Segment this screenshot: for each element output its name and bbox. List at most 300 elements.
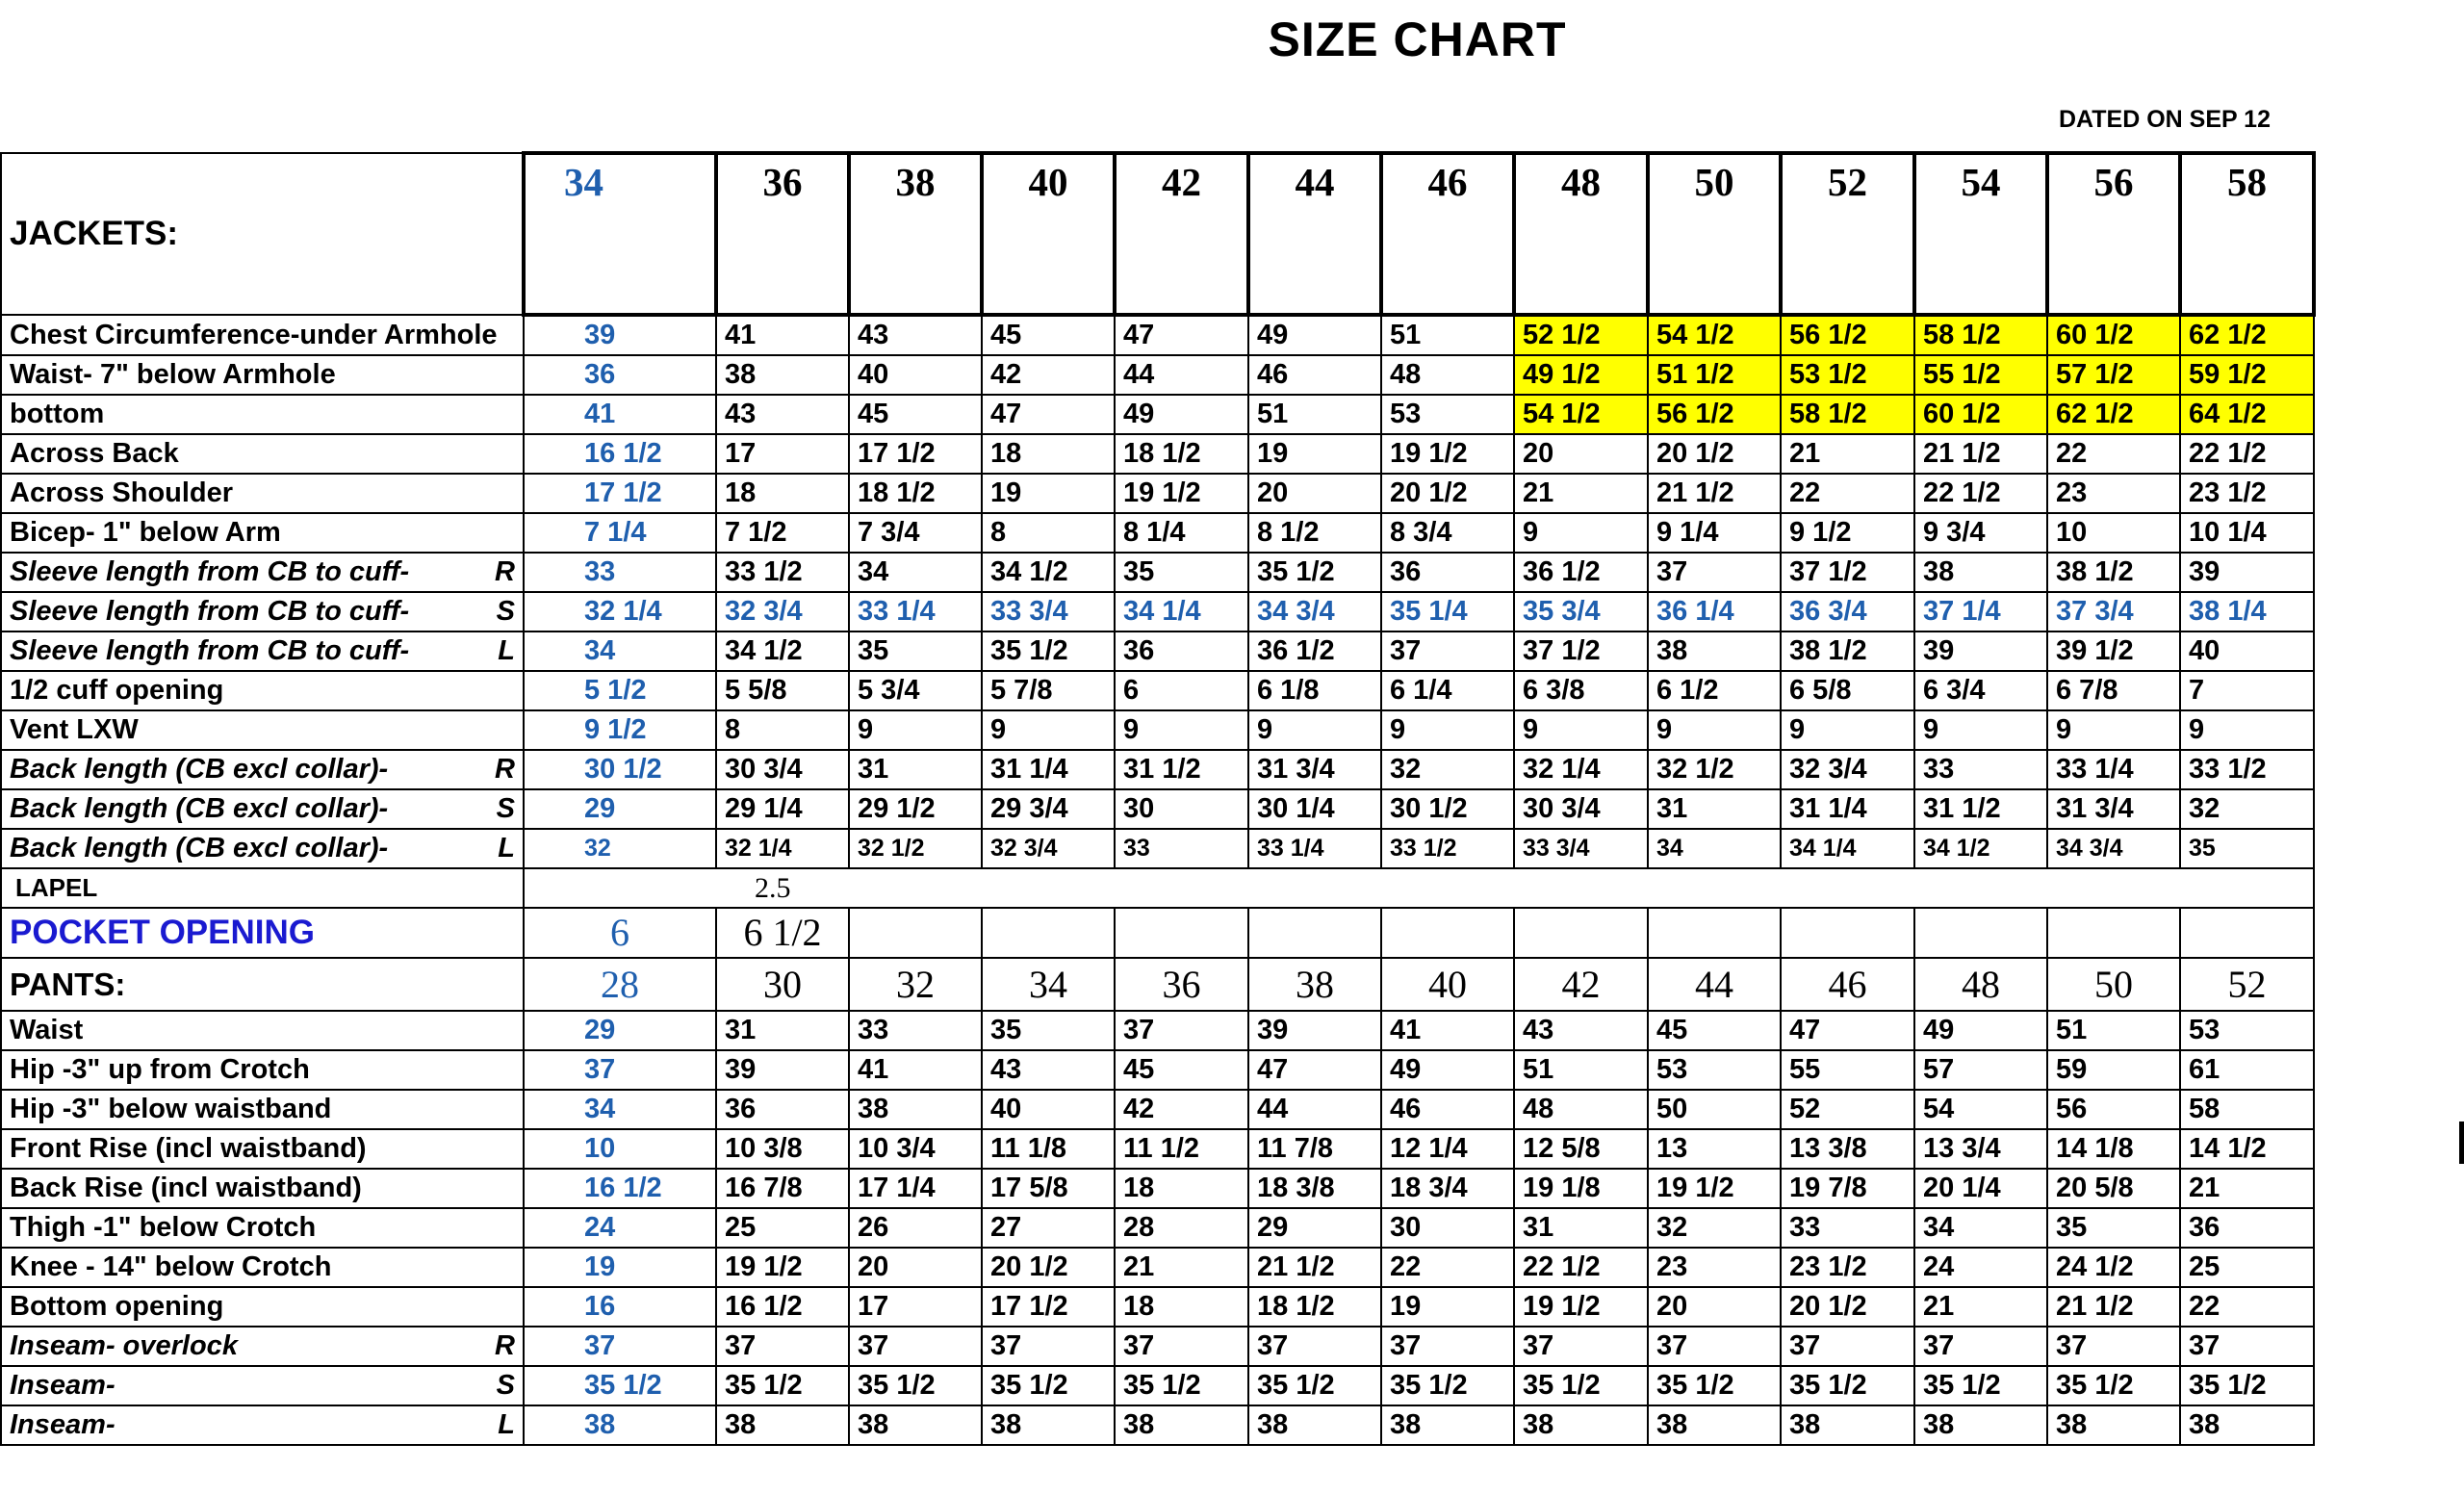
jacket-size-header: 44	[1248, 153, 1381, 315]
jacket-value: 34 1/2	[1914, 829, 2047, 868]
pant-value: 38	[524, 1405, 716, 1445]
jacket-value: 35 3/4	[1514, 592, 1648, 632]
row-variant: R	[495, 754, 515, 785]
jacket-value: 33 1/4	[849, 592, 982, 632]
pant-value: 11 1/2	[1115, 1129, 1248, 1169]
pant-value: 21	[2180, 1169, 2314, 1208]
jacket-value: 37 1/2	[1514, 632, 1648, 671]
jacket-value: 46	[1248, 355, 1381, 395]
pant-value: 49	[1381, 1050, 1514, 1090]
row-label-wrap	[10, 1327, 515, 1365]
pant-value: 53	[2180, 1011, 2314, 1050]
lapel-empty	[1514, 868, 1648, 908]
jacket-value: 33 3/4	[1514, 829, 1648, 868]
row-label-text: Hip -3" below waistband	[10, 1094, 332, 1124]
jacket-value: 45	[849, 395, 982, 434]
pant-value: 18 3/8	[1248, 1169, 1381, 1208]
row-label	[1, 1287, 524, 1327]
pant-value: 55	[1781, 1050, 1914, 1090]
jacket-value: 35	[849, 632, 982, 671]
lapel-empty	[849, 868, 982, 908]
pant-value: 37	[982, 1327, 1115, 1366]
row-label	[1, 355, 524, 395]
pant-value: 35 1/2	[1514, 1366, 1648, 1405]
jacket-value: 36	[1115, 632, 1248, 671]
jacket-row	[1, 632, 2314, 671]
jacket-value: 36	[1381, 553, 1514, 592]
row-label-text: Sleeve length from CB to cuff-	[10, 635, 410, 666]
jacket-value: 30	[1115, 789, 1248, 829]
pant-value: 37	[1648, 1327, 1781, 1366]
pant-value: 52	[1781, 1090, 1914, 1129]
jacket-value: 6 5/8	[1781, 671, 1914, 710]
jacket-value: 29	[524, 789, 716, 829]
row-label	[1, 829, 524, 868]
row-label-wrap	[10, 1012, 515, 1049]
pant-value: 31	[1514, 1208, 1648, 1248]
lapel-empty	[1781, 868, 1914, 908]
jacket-value: 37 1/4	[1914, 592, 2047, 632]
pant-value: 21	[1914, 1287, 2047, 1327]
jacket-value: 33 3/4	[982, 592, 1115, 632]
pant-value: 40	[982, 1090, 1115, 1129]
pant-value: 13 3/8	[1781, 1129, 1914, 1169]
row-label-text: Back length (CB excl collar)-	[10, 833, 389, 863]
jacket-value: 9	[1248, 710, 1381, 750]
jacket-value: 54 1/2	[1514, 395, 1648, 434]
lapel-empty	[982, 868, 1115, 908]
row-label-text: Sleeve length from CB to cuff-	[10, 596, 410, 627]
jacket-value: 21 1/2	[1914, 434, 2047, 474]
jacket-value: 19 1/2	[1381, 434, 1514, 474]
jacket-value: 8 1/4	[1115, 513, 1248, 553]
jacket-value: 32 1/4	[524, 592, 716, 632]
pant-value: 34	[1914, 1208, 2047, 1248]
jacket-row	[1, 395, 2314, 434]
jacket-value: 34 1/4	[1115, 592, 1248, 632]
jacket-value: 51	[1248, 395, 1381, 434]
pant-value: 39	[716, 1050, 849, 1090]
pant-value: 54	[1914, 1090, 2047, 1129]
jacket-value: 7 1/4	[524, 513, 716, 553]
jacket-value: 20	[1514, 434, 1648, 474]
row-label	[1, 710, 524, 750]
pant-value: 29	[1248, 1208, 1381, 1248]
jacket-value: 19	[982, 474, 1115, 513]
lapel-empty	[1914, 868, 2047, 908]
jacket-value: 51 1/2	[1648, 355, 1781, 395]
jacket-value: 39 1/2	[2047, 632, 2180, 671]
jacket-value: 9 1/2	[524, 710, 716, 750]
pant-row	[1, 1287, 2314, 1327]
pant-value: 37	[1781, 1327, 1914, 1366]
pant-value: 35	[982, 1011, 1115, 1050]
pant-row	[1, 1011, 2314, 1050]
pant-value: 37	[2047, 1327, 2180, 1366]
jacket-value: 6 7/8	[2047, 671, 2180, 710]
jacket-row	[1, 671, 2314, 710]
row-label-text: Across Shoulder	[10, 477, 234, 508]
jacket-size-header: 40	[982, 153, 1115, 315]
jacket-value: 58 1/2	[1781, 395, 1914, 434]
jacket-value: 9	[2047, 710, 2180, 750]
row-label-wrap	[10, 356, 515, 394]
pant-value: 12 1/4	[1381, 1129, 1514, 1169]
jacket-size-header: 54	[1914, 153, 2047, 315]
row-variant: S	[496, 596, 515, 627]
pant-value: 53	[1648, 1050, 1781, 1090]
row-label-wrap	[10, 1209, 515, 1247]
pant-value: 38	[716, 1405, 849, 1445]
jacket-value: 18	[716, 474, 849, 513]
pant-row	[1, 1208, 2314, 1248]
jacket-value: 9	[1914, 710, 2047, 750]
jacket-value: 22 1/2	[1914, 474, 2047, 513]
jacket-value: 33 1/4	[1248, 829, 1381, 868]
pant-row	[1, 1129, 2314, 1169]
jacket-value: 6 3/4	[1914, 671, 2047, 710]
jacket-value: 9	[982, 710, 1115, 750]
pant-value: 20 5/8	[2047, 1169, 2180, 1208]
jacket-value: 8	[716, 710, 849, 750]
jacket-value: 31 1/2	[1914, 789, 2047, 829]
row-label-wrap	[10, 1367, 515, 1405]
row-label	[1, 434, 524, 474]
jacket-value: 10 1/4	[2180, 513, 2314, 553]
jacket-value: 60 1/2	[2047, 315, 2180, 355]
pocket-value	[1514, 908, 1648, 958]
row-label-wrap	[10, 751, 515, 788]
jacket-value: 20 1/2	[1648, 434, 1781, 474]
pant-value: 38	[1914, 1405, 2047, 1445]
pant-value: 19	[1381, 1287, 1514, 1327]
pant-value: 46	[1381, 1090, 1514, 1129]
row-label	[1, 1169, 524, 1208]
pant-value: 38	[1115, 1405, 1248, 1445]
pant-value: 47	[1781, 1011, 1914, 1050]
lapel-empty	[1648, 868, 1781, 908]
pant-value: 24	[1914, 1248, 2047, 1287]
row-variant: R	[495, 556, 515, 587]
row-label-wrap	[10, 514, 515, 552]
pant-value: 57	[1914, 1050, 2047, 1090]
pant-value: 42	[1115, 1090, 1248, 1129]
jacket-value: 6 1/2	[1648, 671, 1781, 710]
jacket-value: 52 1/2	[1514, 315, 1648, 355]
row-label-wrap	[10, 1051, 515, 1089]
row-label	[1, 750, 524, 789]
pant-row	[1, 1050, 2314, 1090]
pant-value: 35 1/2	[1648, 1366, 1781, 1405]
jacket-size-header: 36	[716, 153, 849, 315]
pant-value: 37	[849, 1327, 982, 1366]
pant-size-header: 30	[716, 958, 849, 1011]
pocket-value	[1781, 908, 1914, 958]
jacket-value: 18 1/2	[1115, 434, 1248, 474]
jacket-value: 60 1/2	[1914, 395, 2047, 434]
row-label-wrap	[10, 1406, 515, 1444]
jacket-value: 31 3/4	[1248, 750, 1381, 789]
jacket-value: 18	[982, 434, 1115, 474]
pant-value: 20	[849, 1248, 982, 1287]
lapel-value: 2.5	[716, 868, 849, 908]
pant-value: 43	[1514, 1011, 1648, 1050]
jacket-value: 32 1/4	[716, 829, 849, 868]
pant-value: 41	[849, 1050, 982, 1090]
pant-value: 25	[716, 1208, 849, 1248]
row-label	[1, 315, 524, 355]
jacket-size-header: 58	[2180, 153, 2314, 315]
pant-value: 33	[849, 1011, 982, 1050]
pant-value: 39	[1248, 1011, 1381, 1050]
jacket-value: 32 3/4	[716, 592, 849, 632]
jacket-value: 29 3/4	[982, 789, 1115, 829]
row-label-wrap	[10, 1170, 515, 1207]
jacket-value: 54 1/2	[1648, 315, 1781, 355]
jacket-value: 53	[1381, 395, 1514, 434]
lapel-empty	[524, 868, 716, 908]
pant-value: 38	[1648, 1405, 1781, 1445]
jacket-value: 8 3/4	[1381, 513, 1514, 553]
jacket-value: 36 1/2	[1248, 632, 1381, 671]
jacket-row	[1, 513, 2314, 553]
row-label-wrap	[10, 317, 515, 354]
pant-value: 35 1/2	[1115, 1366, 1248, 1405]
jacket-value: 49 1/2	[1514, 355, 1648, 395]
row-variant: L	[498, 635, 515, 666]
row-label-wrap	[10, 790, 515, 828]
pocket-value	[1115, 908, 1248, 958]
jacket-value: 39	[2180, 553, 2314, 592]
pocket-label: POCKET OPENING	[1, 908, 524, 958]
jacket-value: 33 1/4	[2047, 750, 2180, 789]
pant-value: 17	[849, 1287, 982, 1327]
jacket-value: 9	[1115, 710, 1248, 750]
pant-value: 19 1/2	[1648, 1169, 1781, 1208]
pant-value: 37	[1381, 1327, 1514, 1366]
row-label	[1, 553, 524, 592]
jacket-value: 56 1/2	[1781, 315, 1914, 355]
jacket-value: 32 1/4	[1514, 750, 1648, 789]
jacket-value: 36	[524, 355, 716, 395]
jacket-value: 20	[1248, 474, 1381, 513]
jacket-value: 36 3/4	[1781, 592, 1914, 632]
jacket-value: 32	[1381, 750, 1514, 789]
row-label	[1, 1405, 524, 1445]
jacket-value: 32	[2180, 789, 2314, 829]
row-label	[1, 1129, 524, 1169]
row-label-text: Back Rise (incl waistband)	[10, 1173, 362, 1203]
row-label	[1, 789, 524, 829]
pant-value: 19	[524, 1248, 716, 1287]
row-label	[1, 474, 524, 513]
jacket-value: 7 1/2	[716, 513, 849, 553]
pant-row	[1, 1366, 2314, 1405]
jacket-value: 30 3/4	[716, 750, 849, 789]
pant-row	[1, 1169, 2314, 1208]
row-label-text: Back length (CB excl collar)-	[10, 754, 389, 785]
pant-value: 35	[2047, 1208, 2180, 1248]
row-label-wrap	[10, 475, 515, 512]
lapel-empty	[1381, 868, 1514, 908]
row-label-wrap	[10, 632, 515, 670]
jacket-value: 33	[524, 553, 716, 592]
row-label-wrap	[10, 593, 515, 631]
jacket-value: 31	[849, 750, 982, 789]
dated-label: DATED ON SEP 12	[2059, 106, 2271, 133]
jacket-value: 33	[1914, 750, 2047, 789]
row-label	[1, 671, 524, 710]
pant-value: 28	[1115, 1208, 1248, 1248]
pant-value: 32	[1648, 1208, 1781, 1248]
jacket-value: 6 3/8	[1514, 671, 1648, 710]
pant-value: 35 1/2	[1781, 1366, 1914, 1405]
pant-value: 20	[1648, 1287, 1781, 1327]
size-chart-table	[0, 151, 2316, 1446]
pant-value: 19 1/2	[1514, 1287, 1648, 1327]
pant-value: 14 1/8	[2047, 1129, 2180, 1169]
jacket-value: 32 1/2	[1648, 750, 1781, 789]
jacket-value: 9 1/2	[1781, 513, 1914, 553]
edge-marker	[2459, 1121, 2464, 1164]
pant-value: 38	[849, 1090, 982, 1129]
jacket-value: 30 1/4	[1248, 789, 1381, 829]
pant-row	[1, 1090, 2314, 1129]
jacket-value: 45	[982, 315, 1115, 355]
jacket-value: 34 1/2	[982, 553, 1115, 592]
row-label	[1, 1011, 524, 1050]
pant-value: 37	[2180, 1327, 2314, 1366]
pant-value: 16 1/2	[716, 1287, 849, 1327]
pant-size-header: 50	[2047, 958, 2180, 1011]
row-label-text: Front Rise (incl waistband)	[10, 1133, 367, 1164]
pocket-value	[1381, 908, 1514, 958]
jacket-value: 34	[849, 553, 982, 592]
jacket-value: 34	[1648, 829, 1781, 868]
row-label-wrap	[10, 1249, 515, 1286]
row-variant: S	[496, 793, 515, 824]
jacket-value: 6 1/8	[1248, 671, 1381, 710]
jacket-size-header: 52	[1781, 153, 1914, 315]
pant-value: 26	[849, 1208, 982, 1248]
pants-section-label: PANTS:	[1, 958, 524, 1011]
jacket-value: 47	[1115, 315, 1248, 355]
jacket-row	[1, 434, 2314, 474]
jacket-row	[1, 829, 2314, 868]
row-label	[1, 513, 524, 553]
jacket-value: 22	[2047, 434, 2180, 474]
pant-value: 49	[1914, 1011, 2047, 1050]
jacket-value: 22 1/2	[2180, 434, 2314, 474]
jacket-value: 5 7/8	[982, 671, 1115, 710]
jacket-value: 17	[716, 434, 849, 474]
jacket-value: 31 1/4	[982, 750, 1115, 789]
row-variant: L	[498, 1409, 515, 1440]
jacket-row	[1, 710, 2314, 750]
jacket-value: 42	[982, 355, 1115, 395]
jacket-value: 9	[1514, 513, 1648, 553]
pocket-row	[1, 908, 2314, 958]
jacket-value: 38	[716, 355, 849, 395]
pant-size-header: 42	[1514, 958, 1648, 1011]
pant-value: 38	[2047, 1405, 2180, 1445]
jacket-value: 5 1/2	[524, 671, 716, 710]
jacket-size-header: 42	[1115, 153, 1248, 315]
jacket-value: 6 1/4	[1381, 671, 1514, 710]
pocket-value	[1648, 908, 1781, 958]
jacket-value: 39	[524, 315, 716, 355]
row-label-text: Inseam-	[10, 1409, 116, 1440]
jacket-row	[1, 474, 2314, 513]
pant-value: 37	[1115, 1327, 1248, 1366]
pant-value: 35 1/2	[2047, 1366, 2180, 1405]
pant-value: 38	[982, 1405, 1115, 1445]
jacket-row	[1, 789, 2314, 829]
pant-value: 19 1/2	[716, 1248, 849, 1287]
row-label-text: 1/2 cuff opening	[10, 675, 224, 706]
jacket-value: 57 1/2	[2047, 355, 2180, 395]
jacket-value: 34 1/4	[1781, 829, 1914, 868]
pocket-value	[1914, 908, 2047, 958]
row-label-text: Vent LXW	[10, 714, 139, 745]
row-label-wrap	[10, 396, 515, 433]
jacket-value: 49	[1115, 395, 1248, 434]
row-label-wrap	[10, 1091, 515, 1128]
row-label-text: Chest Circumference-under Armhole	[10, 319, 498, 350]
lapel-label: LAPEL	[1, 868, 524, 908]
jacket-row	[1, 750, 2314, 789]
jacket-value: 37	[1381, 632, 1514, 671]
row-label	[1, 1327, 524, 1366]
lapel-empty	[2180, 868, 2314, 908]
pant-value: 35 1/2	[524, 1366, 716, 1405]
pant-value: 51	[2047, 1011, 2180, 1050]
jacket-value: 38 1/2	[1781, 632, 1914, 671]
size-chart-body	[1, 153, 2314, 1445]
pant-value: 21 1/2	[1248, 1248, 1381, 1287]
pant-size-header: 52	[2180, 958, 2314, 1011]
jacket-value: 34 3/4	[1248, 592, 1381, 632]
jacket-value: 59 1/2	[2180, 355, 2314, 395]
pocket-value	[2047, 908, 2180, 958]
row-label	[1, 1248, 524, 1287]
jacket-value: 48	[1381, 355, 1514, 395]
pant-value: 24	[524, 1208, 716, 1248]
pant-value: 38	[1781, 1405, 1914, 1445]
row-label-text: Bicep- 1" below Arm	[10, 517, 281, 548]
jacket-value: 22	[1781, 474, 1914, 513]
pant-value: 16 1/2	[524, 1169, 716, 1208]
pant-value: 37	[1514, 1327, 1648, 1366]
jacket-value: 36 1/4	[1648, 592, 1781, 632]
row-variant: R	[495, 1330, 515, 1361]
jacket-value: 58 1/2	[1914, 315, 2047, 355]
pant-value: 23 1/2	[1781, 1248, 1914, 1287]
pocket-value: 6 1/2	[716, 908, 849, 958]
lapel-empty	[2047, 868, 2180, 908]
jacket-value: 33	[1115, 829, 1248, 868]
pant-value: 45	[1115, 1050, 1248, 1090]
jacket-value: 10	[2047, 513, 2180, 553]
lapel-row	[1, 868, 2314, 908]
pant-value: 19 1/8	[1514, 1169, 1648, 1208]
jacket-value: 30 1/2	[524, 750, 716, 789]
jacket-row	[1, 592, 2314, 632]
pant-value: 38	[1248, 1405, 1381, 1445]
jacket-value: 35 1/2	[1248, 553, 1381, 592]
pocket-value: 6	[524, 908, 716, 958]
row-label-text: Waist- 7" below Armhole	[10, 359, 336, 390]
